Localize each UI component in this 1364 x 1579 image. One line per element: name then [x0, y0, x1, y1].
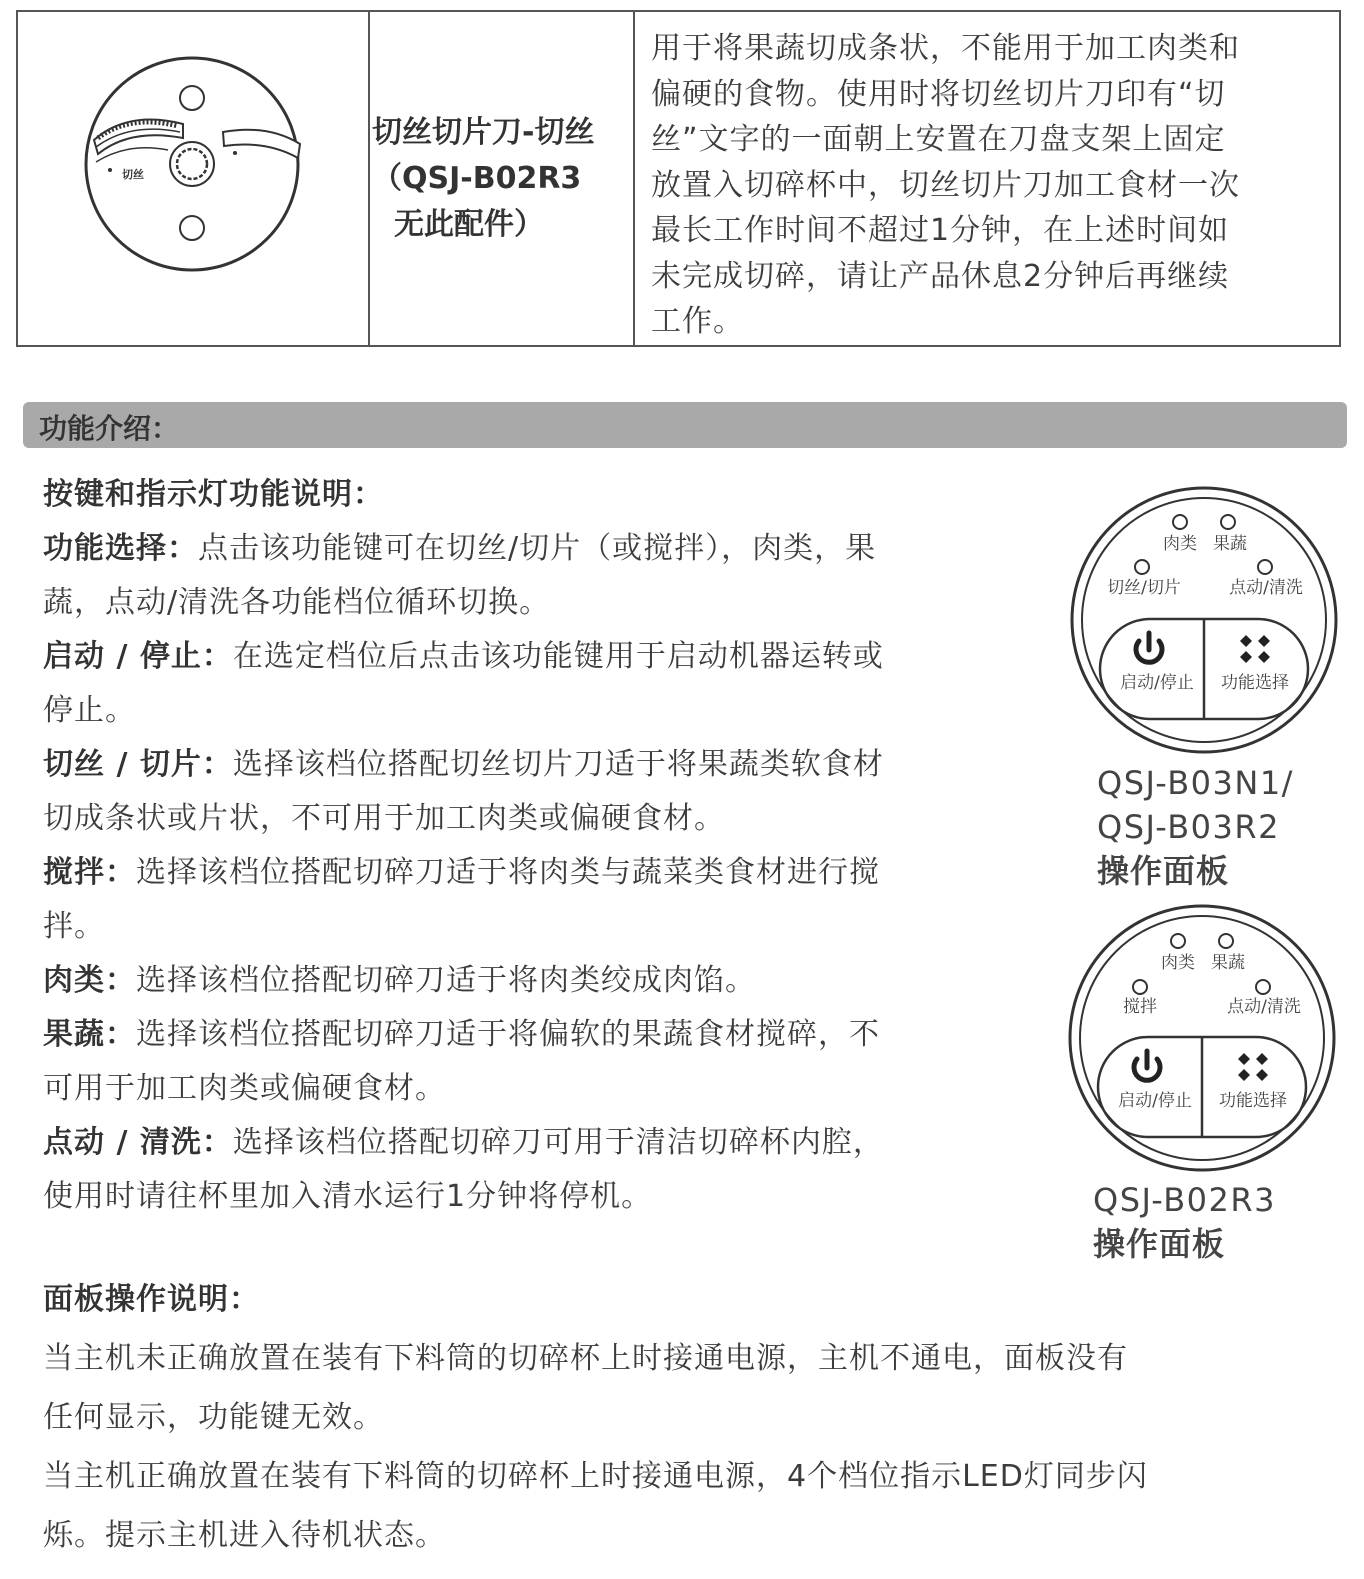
- led-fruit-indicator: [1219, 934, 1233, 948]
- function-term: 切丝 / 切片：: [43, 747, 233, 782]
- led-left-indicator: [1133, 980, 1147, 994]
- panel-diagram: [1058, 903, 1348, 1178]
- function-select-button-label[interactable]: 功能选择: [1219, 1091, 1287, 1111]
- panel1-caption: [1097, 761, 1294, 893]
- function-text: 蔬，点动/清洗各功能档位循环切换。: [43, 585, 551, 620]
- control-panel-b03: [1060, 485, 1350, 764]
- function-item: [43, 738, 1003, 846]
- function-text: 选择该档位搭配切碎刀适于将偏软的果蔬食材搅碎，不: [136, 1017, 880, 1052]
- function-term: 点动 / 清洗：: [43, 1125, 233, 1160]
- function-text: 选择该档位搭配切碎刀可用于清洁切碎杯内腔，: [232, 1125, 884, 1160]
- function-text: 选择该档位搭配切碎刀适于将肉类绞成肉馅。: [136, 963, 756, 998]
- function-text: 在选定档位后点击该功能键用于启动机器运转或: [232, 639, 884, 674]
- blade-desc-line: 最长工作时间不超过1分钟，在上述时间如: [651, 213, 1230, 248]
- blade-name-line3: 无此配件）: [394, 206, 544, 242]
- function-text: 使用时请往杯里加入清水运行1分钟将停机。: [43, 1179, 653, 1214]
- function-term: 肉类：: [43, 963, 136, 998]
- panel-diagram: [1060, 485, 1350, 760]
- panel-operation-section: [43, 1270, 1343, 1565]
- blade-printed-label: 切丝: [122, 168, 144, 181]
- function-descriptions: [43, 468, 1003, 1224]
- led-fruit-label: 果蔬: [1211, 953, 1245, 973]
- function-select-icon[interactable]: [1238, 1053, 1268, 1081]
- led-meat-indicator: [1171, 934, 1185, 948]
- function-text: 点击该功能键可在切丝/切片（或搅拌），肉类，果: [198, 531, 877, 566]
- led-left-label: 搅拌: [1123, 997, 1157, 1017]
- function-item: [43, 522, 1003, 630]
- function-item: [43, 630, 1003, 738]
- control-panel-b02: [1058, 903, 1348, 1182]
- start-stop-button-label[interactable]: 启动/停止: [1120, 673, 1194, 693]
- led-meat-indicator: [1173, 515, 1187, 529]
- led-right-indicator: [1258, 560, 1272, 574]
- panel2-model-line1: QSJ-B02R3: [1093, 1181, 1276, 1219]
- led-meat-label: 肉类: [1163, 534, 1197, 554]
- function-item: [43, 846, 1003, 954]
- led-fruit-indicator: [1221, 515, 1235, 529]
- blade-desc-line: 偏硬的食物。使用时将切丝切片刀印有“切: [651, 76, 1226, 112]
- led-fruit-label: 果蔬: [1213, 534, 1247, 554]
- power-icon[interactable]: [1134, 1051, 1160, 1080]
- panel1-model-line2: QSJ-B03R2: [1097, 808, 1280, 846]
- blade-hole-top: [180, 86, 204, 110]
- led-left-label: 切丝/切片: [1107, 578, 1181, 598]
- led-left-indicator: [1135, 560, 1149, 574]
- buttons-heading: 按键和指示灯功能说明：: [43, 477, 384, 512]
- blade-desc-line: 放置入切碎杯中，切丝切片刀加工食材一次: [651, 167, 1240, 203]
- function-select-button-label[interactable]: 功能选择: [1221, 673, 1289, 693]
- function-item: [43, 954, 1003, 1008]
- function-term: 启动 / 停止：: [43, 639, 233, 674]
- panel1-caption-cn: 操作面板: [1097, 852, 1230, 890]
- section-title: 功能介绍：: [39, 412, 180, 445]
- function-text: 可用于加工肉类或偏硬食材。: [43, 1071, 446, 1106]
- ops-line: 当主机正确放置在装有下料筒的切碎杯上时接通电源，4个档位指示LED灯同步闪: [43, 1459, 1148, 1494]
- function-text: 拌。: [43, 909, 105, 944]
- blade-description-cell: [635, 12, 1339, 345]
- ops-line: 烁。提示主机进入待机状态。: [43, 1518, 446, 1553]
- section-header-bar: [23, 402, 1347, 448]
- blade-name-line1: 切丝切片刀-切丝: [372, 114, 595, 150]
- function-text: 选择该档位搭配切丝切片刀适于将果蔬类软食材: [232, 747, 884, 782]
- function-text: 切成条状或片状，不可用于加工肉类或偏硬食材。: [43, 801, 725, 836]
- led-right-label: 点动/清洗: [1229, 578, 1303, 598]
- blade-desc-line: 未完成切碎，请让产品休息2分钟后再继续: [651, 258, 1230, 294]
- blade-desc-line: 工作。: [651, 304, 744, 339]
- led-right-label: 点动/清洗: [1227, 997, 1301, 1017]
- function-item: [43, 1008, 1003, 1116]
- start-stop-button-label[interactable]: 启动/停止: [1118, 1091, 1192, 1111]
- blade-hole-bottom: [180, 216, 204, 240]
- ops-line: 当主机未正确放置在装有下料筒的切碎杯上时接通电源，主机不通电，面板没有: [43, 1341, 1128, 1376]
- led-meat-label: 肉类: [1161, 953, 1195, 973]
- function-term: 功能选择：: [43, 531, 198, 566]
- led-right-indicator: [1256, 980, 1270, 994]
- function-term: 果蔬：: [43, 1017, 136, 1052]
- panel2-caption-cn: 操作面板: [1093, 1225, 1226, 1263]
- function-term: 搅拌：: [43, 855, 136, 890]
- blade-name-line2: （QSJ-B02R3: [372, 160, 582, 196]
- panel1-model-line1: QSJ-B03N1/: [1097, 764, 1294, 802]
- blade-table: [16, 10, 1341, 347]
- power-icon[interactable]: [1136, 633, 1162, 662]
- blade-desc-line: 丝”文字的一面朝上安置在刀盘支架上固定: [651, 122, 1226, 157]
- blade-name-cell: [370, 12, 635, 345]
- function-text: 选择该档位搭配切碎刀适于将肉类与蔬菜类食材进行搅: [136, 855, 880, 890]
- blade-desc-line: 用于将果蔬切成条状，不能用于加工肉类和: [651, 31, 1240, 66]
- function-select-icon[interactable]: [1240, 635, 1270, 663]
- panel2-caption: [1093, 1178, 1276, 1266]
- ops-heading: 面板操作说明：: [43, 1282, 260, 1317]
- function-item: [43, 1116, 1003, 1224]
- ops-line: 任何显示，功能键无效。: [43, 1400, 384, 1435]
- function-text: 停止。: [43, 693, 136, 728]
- shredding-blade-illustration: [18, 12, 364, 345]
- blade-image-cell: [18, 12, 370, 345]
